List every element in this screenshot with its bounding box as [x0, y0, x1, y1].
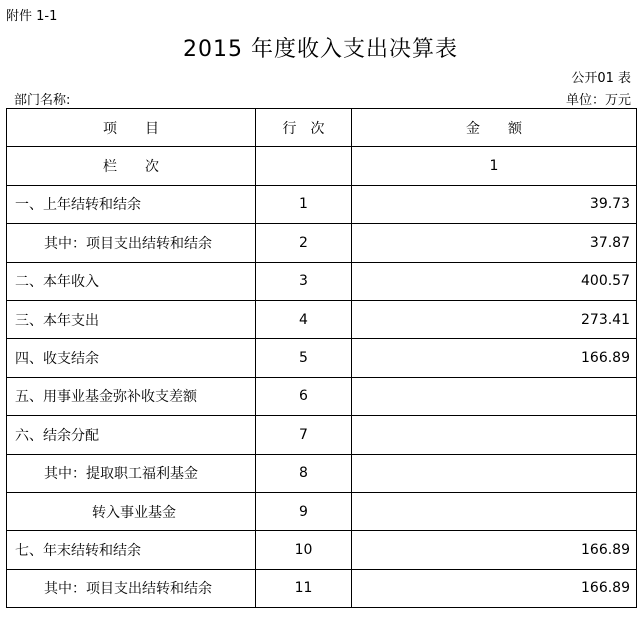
table-row	[7, 569, 637, 607]
row-amount	[352, 416, 637, 454]
row-line-number: 11	[256, 569, 352, 607]
row-amount: 39.73	[352, 185, 637, 223]
table-row	[7, 224, 637, 262]
header-line-number: 行 次	[256, 109, 352, 147]
table-row	[7, 185, 637, 223]
row-item: 其中：提取职工福利基金	[7, 454, 256, 492]
row-amount	[352, 454, 637, 492]
row-item: 三、本年支出	[7, 300, 256, 338]
row-line-number: 9	[256, 492, 352, 530]
row-amount: 37.87	[352, 224, 637, 262]
row-line-number: 8	[256, 454, 352, 492]
form-code: 公开01 表	[571, 71, 631, 86]
row-item: 一、上年结转和结余	[7, 185, 256, 223]
row-amount: 273.41	[352, 300, 637, 338]
unit-label: 单位：万元	[565, 93, 631, 108]
table-row	[7, 262, 637, 300]
row-amount: 166.89	[352, 339, 637, 377]
index-amount-cell: 1	[352, 147, 637, 185]
page-title: 2015 年度收入支出决算表	[183, 37, 458, 62]
row-item: 其中：项目支出结转和结余	[7, 569, 256, 607]
header-item: 项 目	[7, 109, 256, 147]
income-expenditure-table	[6, 108, 637, 608]
table-row	[7, 531, 637, 569]
row-item: 二、本年收入	[7, 262, 256, 300]
table-row	[7, 377, 637, 415]
row-amount	[352, 377, 637, 415]
attachment-label: 附件 1-1	[6, 9, 58, 24]
column-index-row	[7, 147, 637, 185]
header-amount: 金 额	[352, 109, 637, 147]
table-row	[7, 492, 637, 530]
table-header-row	[7, 109, 637, 147]
row-line-number: 10	[256, 531, 352, 569]
table-row	[7, 454, 637, 492]
index-item-cell: 栏 次	[7, 147, 256, 185]
row-amount	[352, 492, 637, 530]
row-item: 六、结余分配	[7, 416, 256, 454]
row-item: 四、收支结余	[7, 339, 256, 377]
row-line-number: 1	[256, 185, 352, 223]
row-amount: 400.57	[352, 262, 637, 300]
table-row	[7, 339, 637, 377]
row-item: 其中：项目支出结转和结余	[7, 224, 256, 262]
table-row	[7, 416, 637, 454]
table-row	[7, 300, 637, 338]
row-item: 五、用事业基金弥补收支差额	[7, 377, 256, 415]
row-item: 七、年末结转和结余	[7, 531, 256, 569]
row-line-number: 6	[256, 377, 352, 415]
row-line-number: 2	[256, 224, 352, 262]
row-item: 转入事业基金	[7, 492, 256, 530]
department-label: 部门名称:	[14, 93, 71, 108]
row-line-number: 5	[256, 339, 352, 377]
index-line-cell	[256, 147, 352, 185]
row-amount: 166.89	[352, 531, 637, 569]
row-amount: 166.89	[352, 569, 637, 607]
row-line-number: 3	[256, 262, 352, 300]
row-line-number: 4	[256, 300, 352, 338]
row-line-number: 7	[256, 416, 352, 454]
